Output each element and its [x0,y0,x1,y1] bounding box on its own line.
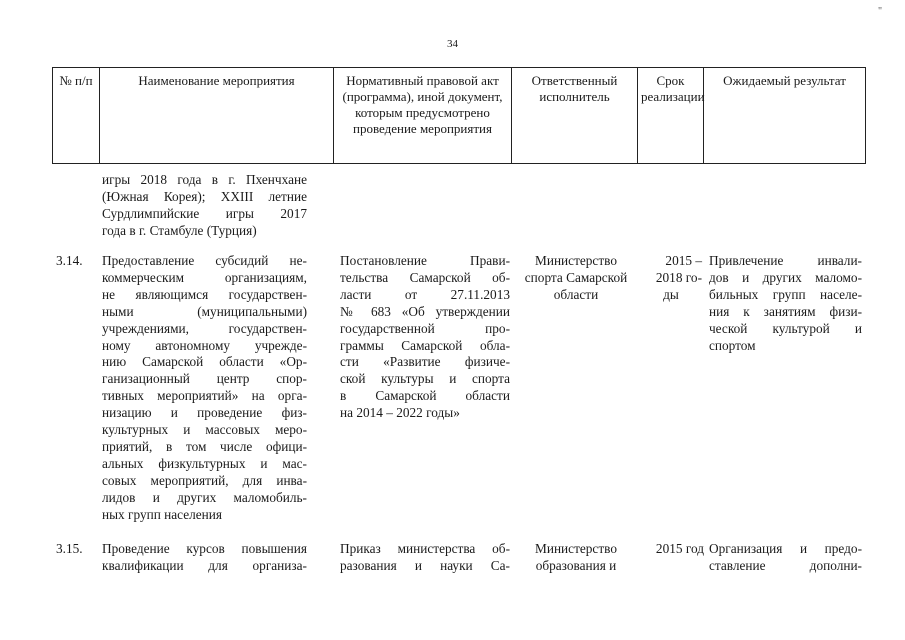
text-line: альных физкультурных и мас- [102,455,307,471]
text-line: не являющимся государствен- [102,286,307,302]
text-line: тельства Самарской об- [340,269,510,285]
header-result: Ожидаемый результат [704,68,866,164]
text-line: Проведение курсов повышения [102,541,307,556]
text-line: квалификации для организа- [102,557,307,573]
text-line: спорта Самарской [524,269,628,285]
row-3-15-term [638,541,704,558]
text-line: учреждениями, государствен- [102,320,307,336]
header-number: № п/п [53,68,100,164]
row-number-3-15: 3.15. [56,541,83,556]
row-3-15-legal-act [340,541,510,575]
row-3-14-responsible [514,253,638,304]
text-line: государственной про- [340,320,510,336]
text-line: сти «Развитие физиче- [340,354,510,370]
header-responsible: Ответственный исполнитель [512,68,638,164]
text-line: игры 2018 года в г. Пхенчхане [102,172,307,187]
row-3-14-event-name [102,253,307,524]
text-line: ласти от 27.11.2013 [340,286,510,302]
text-line: образования и [535,557,617,573]
text-line: Министерство [535,253,617,268]
text-line: 2015 – [665,253,702,268]
table-header [52,67,866,164]
text-line: области [553,286,599,302]
text-line: ставление дополни- [709,557,862,573]
corner-mark: " [878,6,883,17]
continuation-event-name [102,172,307,240]
text-line: ды [663,286,679,302]
page-number: 34 [447,38,458,50]
text-line: коммерческим организациям, [102,269,307,285]
text-line: Постановление Прави- [340,253,510,268]
text-line: дов и других маломо- [709,269,862,285]
text-line: на 2014 – 2022 годы» [340,405,460,421]
text-line: Привлечение инвали- [709,253,862,268]
text-line: ской культуры и спорта [340,371,510,387]
text-line: (Южная Корея); XXIII летние [102,188,307,204]
text-line: ными (муниципальными) [102,303,307,319]
row-3-15-responsible [514,541,638,575]
text-line: ния к занятиям физи- [709,303,862,319]
text-line: Предоставление субсидий не- [102,253,307,268]
text-line: Министерство [535,541,617,556]
text-line: ному автономному учрежде- [102,337,307,353]
text-line: 2018 го- [655,269,702,285]
text-line: в Самарской области [340,388,510,404]
text-line: разования и науки Са- [340,557,510,573]
header-event-name: Наименование мероприятия [100,68,334,164]
text-line: № 683 «Об утверждении [340,303,510,319]
text-line: ных групп населения [102,506,223,522]
text-line: ганизационный центр спор- [102,371,307,387]
text-line: Приказ министерства об- [340,541,510,556]
header-term: Срок реализации [638,68,704,164]
row-number-3-14: 3.14. [56,253,83,268]
text-line: 2015 год [655,541,704,556]
text-line: нию Самарской области «Ор- [102,354,307,370]
row-3-15-event-name [102,541,307,575]
text-line: ческой культурой и [709,320,862,336]
text-line: тивных мероприятий» на орга- [102,388,307,404]
text-line: Сурдлимпийские игры 2017 [102,205,307,221]
row-3-14-result [709,253,862,354]
text-line: года в г. Стамбуле (Турция) [102,222,257,238]
row-3-14-term [640,253,702,304]
row-3-15-result [709,541,862,575]
text-line: лидов и других маломобиль- [102,489,307,505]
text-line: низацию и проведение физ- [102,405,307,421]
text-line: культурных и массовых меро- [102,422,307,438]
text-line: совых мероприятий, для инва- [102,472,307,488]
text-line: приятий, в том числе офици- [102,438,307,454]
text-line: бильных групп населе- [709,286,862,302]
text-line: граммы Самарской обла- [340,337,510,353]
header-legal-act: Нормативный правовой акт (программа), иной документ, которым предусмотрено проведение мероприятия [334,68,512,164]
text-line: спортом [709,337,756,353]
row-3-14-legal-act [340,253,510,422]
text-line: Организация и предо- [709,541,862,556]
